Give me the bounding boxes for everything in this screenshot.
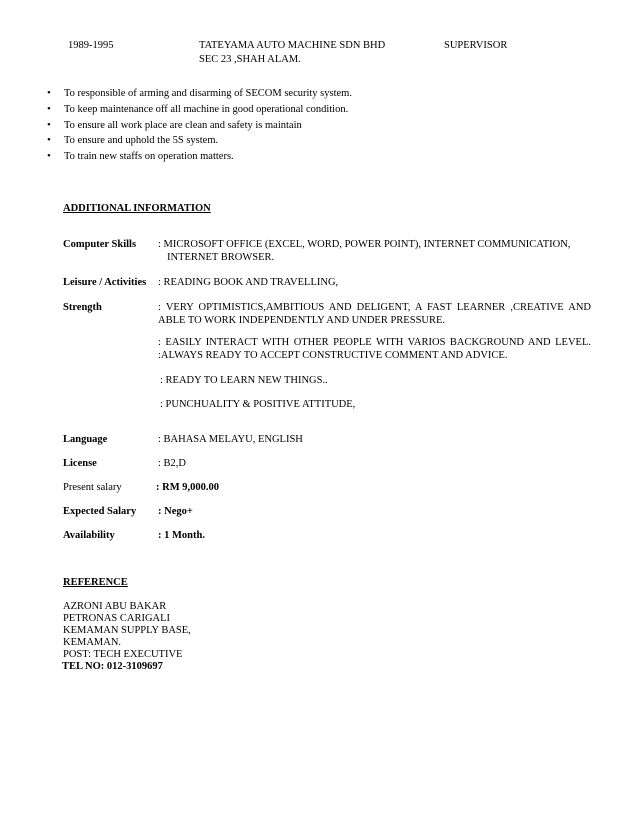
license-value: : B2,D xyxy=(158,458,187,469)
duty-text: To keep maintenance off all machine in good operational condition. xyxy=(64,103,349,115)
present-salary-value: : RM 9,000.00 xyxy=(156,482,219,493)
expected-salary-value: : Nego+ xyxy=(158,506,193,517)
strength-value-3: : READY TO LEARN NEW THINGS.. xyxy=(160,375,328,386)
strength-label: Strength xyxy=(63,302,102,313)
additional-info-heading: ADDITIONAL INFORMATION xyxy=(63,203,211,214)
duty-text: To responsible of arming and disarming of SECOM security system. xyxy=(64,88,352,99)
expected-salary-label: Expected Salary xyxy=(63,506,137,517)
strength-value-1-cont: ABLE TO WORK INDEPENDENTLY AND UNDER PRESSURE. xyxy=(158,315,446,326)
employment-company-name: TATEYAMA AUTO MACHINE SDN BHD xyxy=(199,40,386,51)
duty-text: To ensure and uphold the 5S system. xyxy=(64,135,219,147)
reference-company: PETRONAS CARIGALI xyxy=(63,613,171,624)
computer-skills-value: : MICROSOFT OFFICE (EXCEL, WORD, POWER POINT), INTERNET COMMUNICATION, xyxy=(158,239,571,250)
reference-post: POST: TECH EXECUTIVE xyxy=(63,649,183,660)
employment-company-address: SEC 23 ,SHAH ALAM. xyxy=(199,54,301,65)
reference-address: KEMAMAN SUPPLY BASE, xyxy=(63,625,191,636)
strength-value-4: : PUNCHUALITY & POSITIVE ATTITUDE, xyxy=(160,399,356,410)
employment-period: 1989-1995 xyxy=(68,40,114,51)
strength-value-1: : VERY OPTIMISTICS,AMBITIOUS AND DELIGENT, A FAST LEARNER ,CREATIVE AND xyxy=(158,302,591,313)
language-value: : BAHASA MELAYU, ENGLISH xyxy=(158,434,303,445)
availability-value: : 1 Month. xyxy=(158,530,205,541)
reference-heading: REFERENCE xyxy=(63,577,128,588)
language-label: Language xyxy=(63,434,108,445)
employment-position: SUPERVISOR xyxy=(444,40,508,51)
license-label: License xyxy=(63,458,97,469)
bullet-icon: • xyxy=(47,87,51,99)
present-salary-label: Present salary xyxy=(63,482,122,493)
reference-tel: TEL NO: 012-3109697 xyxy=(62,661,163,672)
computer-skills-value-cont: INTERNET BROWSER. xyxy=(167,252,275,263)
duty-text: To ensure all work place are clean and safety is maintain xyxy=(64,119,302,131)
strength-value-2: : EASILY INTERACT WITH OTHER PEOPLE WITH VARIOS BACKGROUND AND LEVEL. xyxy=(158,337,591,348)
leisure-value: : READING BOOK AND TRAVELLING, xyxy=(158,277,339,288)
bullet-icon: • xyxy=(47,150,51,163)
computer-skills-label: Computer Skills xyxy=(63,239,137,250)
availability-label: Availability xyxy=(63,530,115,541)
bullet-icon: • xyxy=(47,102,51,115)
reference-city: KEMAMAN. xyxy=(63,637,122,648)
strength-value-2-cont: :ALWAYS READY TO ACCEPT CONSTRUCTIVE COMMENT AND ADVICE. xyxy=(158,350,508,361)
duty-text: To train new staffs on operation matters. xyxy=(64,151,234,163)
reference-name: AZRONI ABU BAKAR xyxy=(63,601,167,612)
bullet-icon: • xyxy=(47,118,51,131)
bullet-icon: • xyxy=(47,134,51,147)
leisure-label: Leisure / Activities xyxy=(63,277,147,288)
